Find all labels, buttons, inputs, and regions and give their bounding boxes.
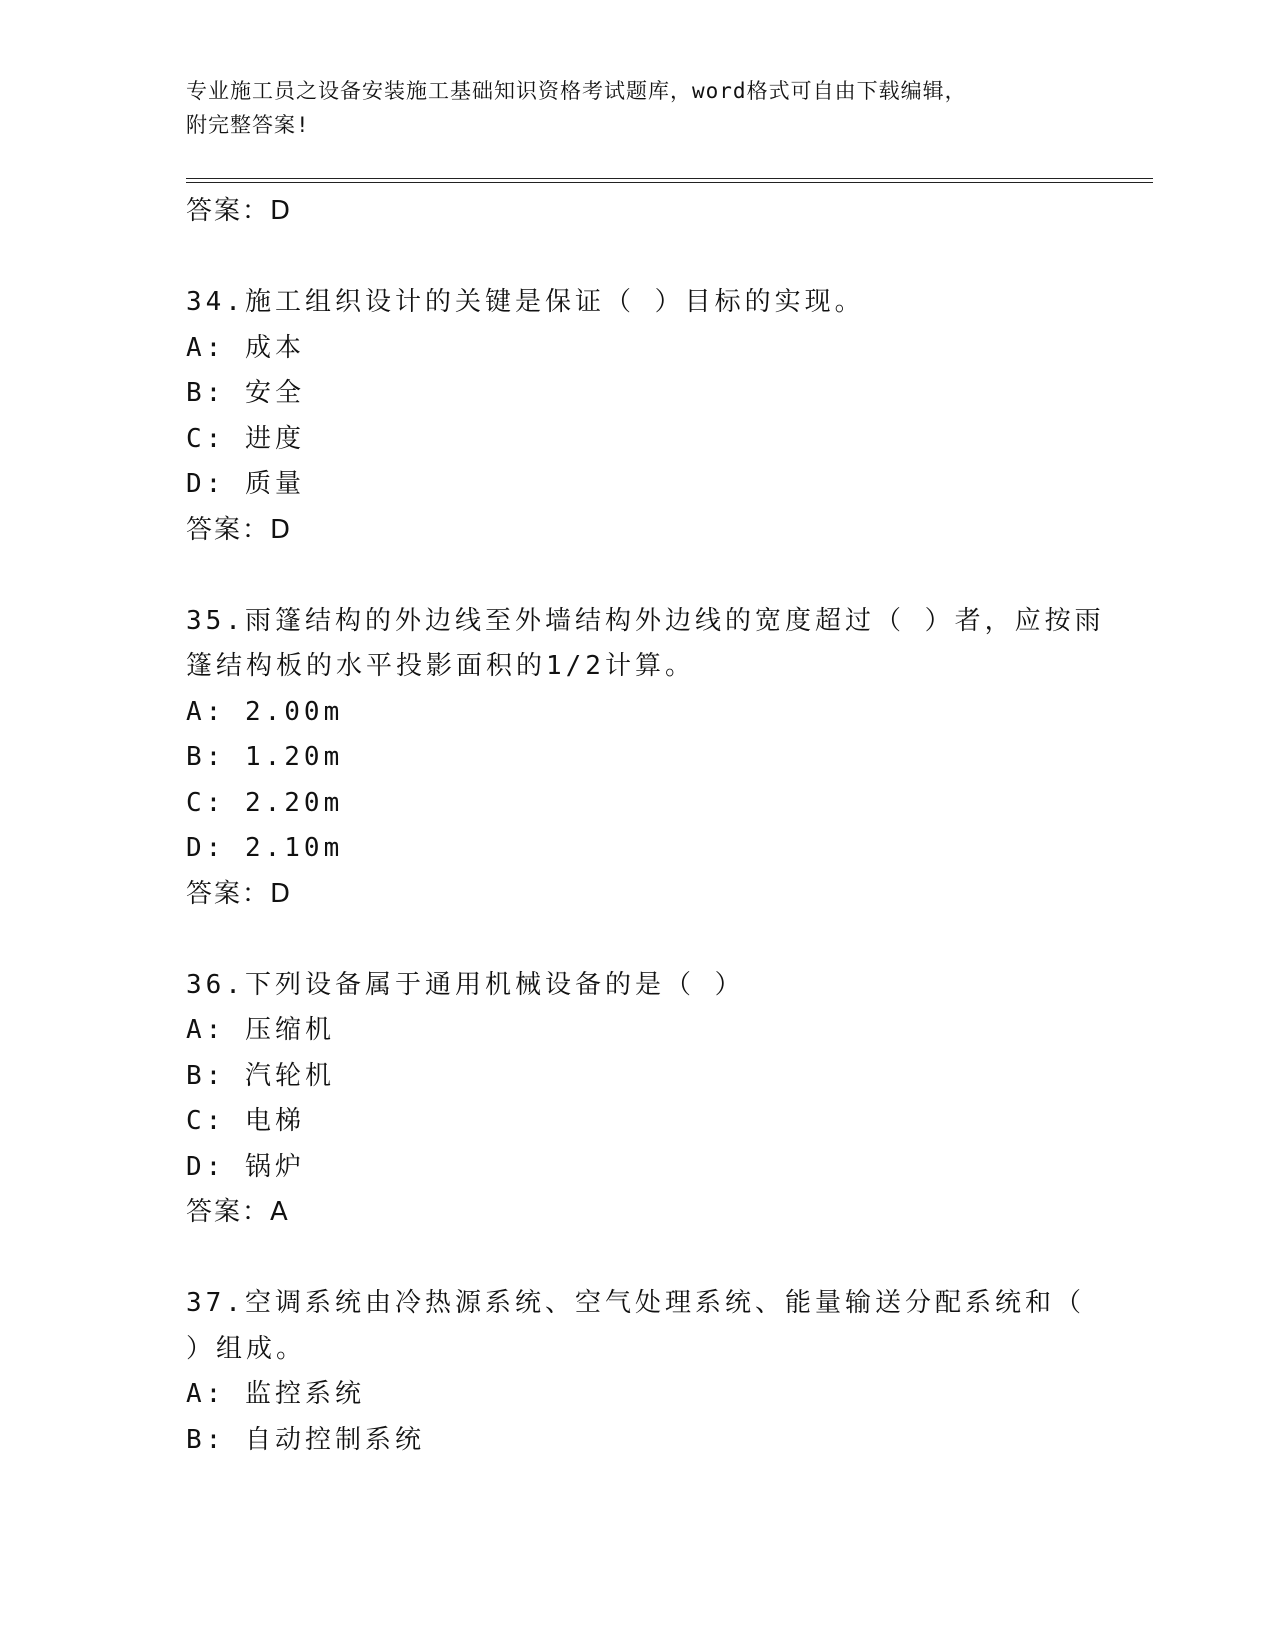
answer: 答案：D <box>186 878 293 909</box>
spacer <box>186 1236 1086 1282</box>
option-a: A: 监控系统 <box>186 1379 365 1409</box>
option-b: B: 汽轮机 <box>186 1060 335 1091</box>
option-b: B: 1.20m <box>186 742 344 772</box>
question-34 <box>186 280 1086 553</box>
question-text: 36.下列设备属于通用机械设备的是（ ） <box>186 969 745 1000</box>
answer: 答案：D <box>186 514 293 545</box>
option-a: A: 2.00m <box>186 696 344 727</box>
option-c: C: 电梯 <box>186 1106 305 1136</box>
option-c: C: 进度 <box>186 423 305 454</box>
question-list <box>186 189 1105 1463</box>
question-text: 37.空调系统由冷热源系统、空气处理系统、能量输送分配系统和（ <box>186 1288 1085 1318</box>
option-b: B: 安全 <box>186 378 305 408</box>
previous-answer: 答案：D <box>186 196 293 226</box>
option-b: B: 自动控制系统 <box>186 1424 425 1455</box>
question-text: 35.雨篷结构的外边线至外墙结构外边线的宽度超过（ ）者，应按雨 <box>186 605 1105 636</box>
answer: 答案：A <box>186 1197 290 1227</box>
option-d: D: 2.10m <box>186 833 344 863</box>
question-text-continued: ）组成。 <box>186 1333 307 1364</box>
question-text-continued: 篷结构板的水平投影面积的1/2计算。 <box>186 651 695 681</box>
spacer <box>186 235 1086 281</box>
document-header <box>186 74 1066 142</box>
header-line-2: 附完整答案! <box>186 113 310 137</box>
question-text: 34.施工组织设计的关键是保证（ ）目标的实现。 <box>186 287 865 317</box>
option-d: D: 质量 <box>186 469 305 499</box>
option-d: D: 锅炉 <box>186 1151 305 1182</box>
question-36 <box>186 963 1086 1236</box>
option-a: A: 压缩机 <box>186 1015 335 1045</box>
header-divider <box>186 178 1153 183</box>
header-line-1: 专业施工员之设备安装施工基础知识资格考试题库，word格式可自由下载编辑， <box>186 79 967 103</box>
question-35 <box>186 599 1105 918</box>
spacer <box>186 553 1086 599</box>
question-37 <box>186 1281 1086 1463</box>
spacer <box>186 917 1086 963</box>
option-c: C: 2.20m <box>186 787 344 818</box>
option-a: A: 成本 <box>186 332 305 363</box>
